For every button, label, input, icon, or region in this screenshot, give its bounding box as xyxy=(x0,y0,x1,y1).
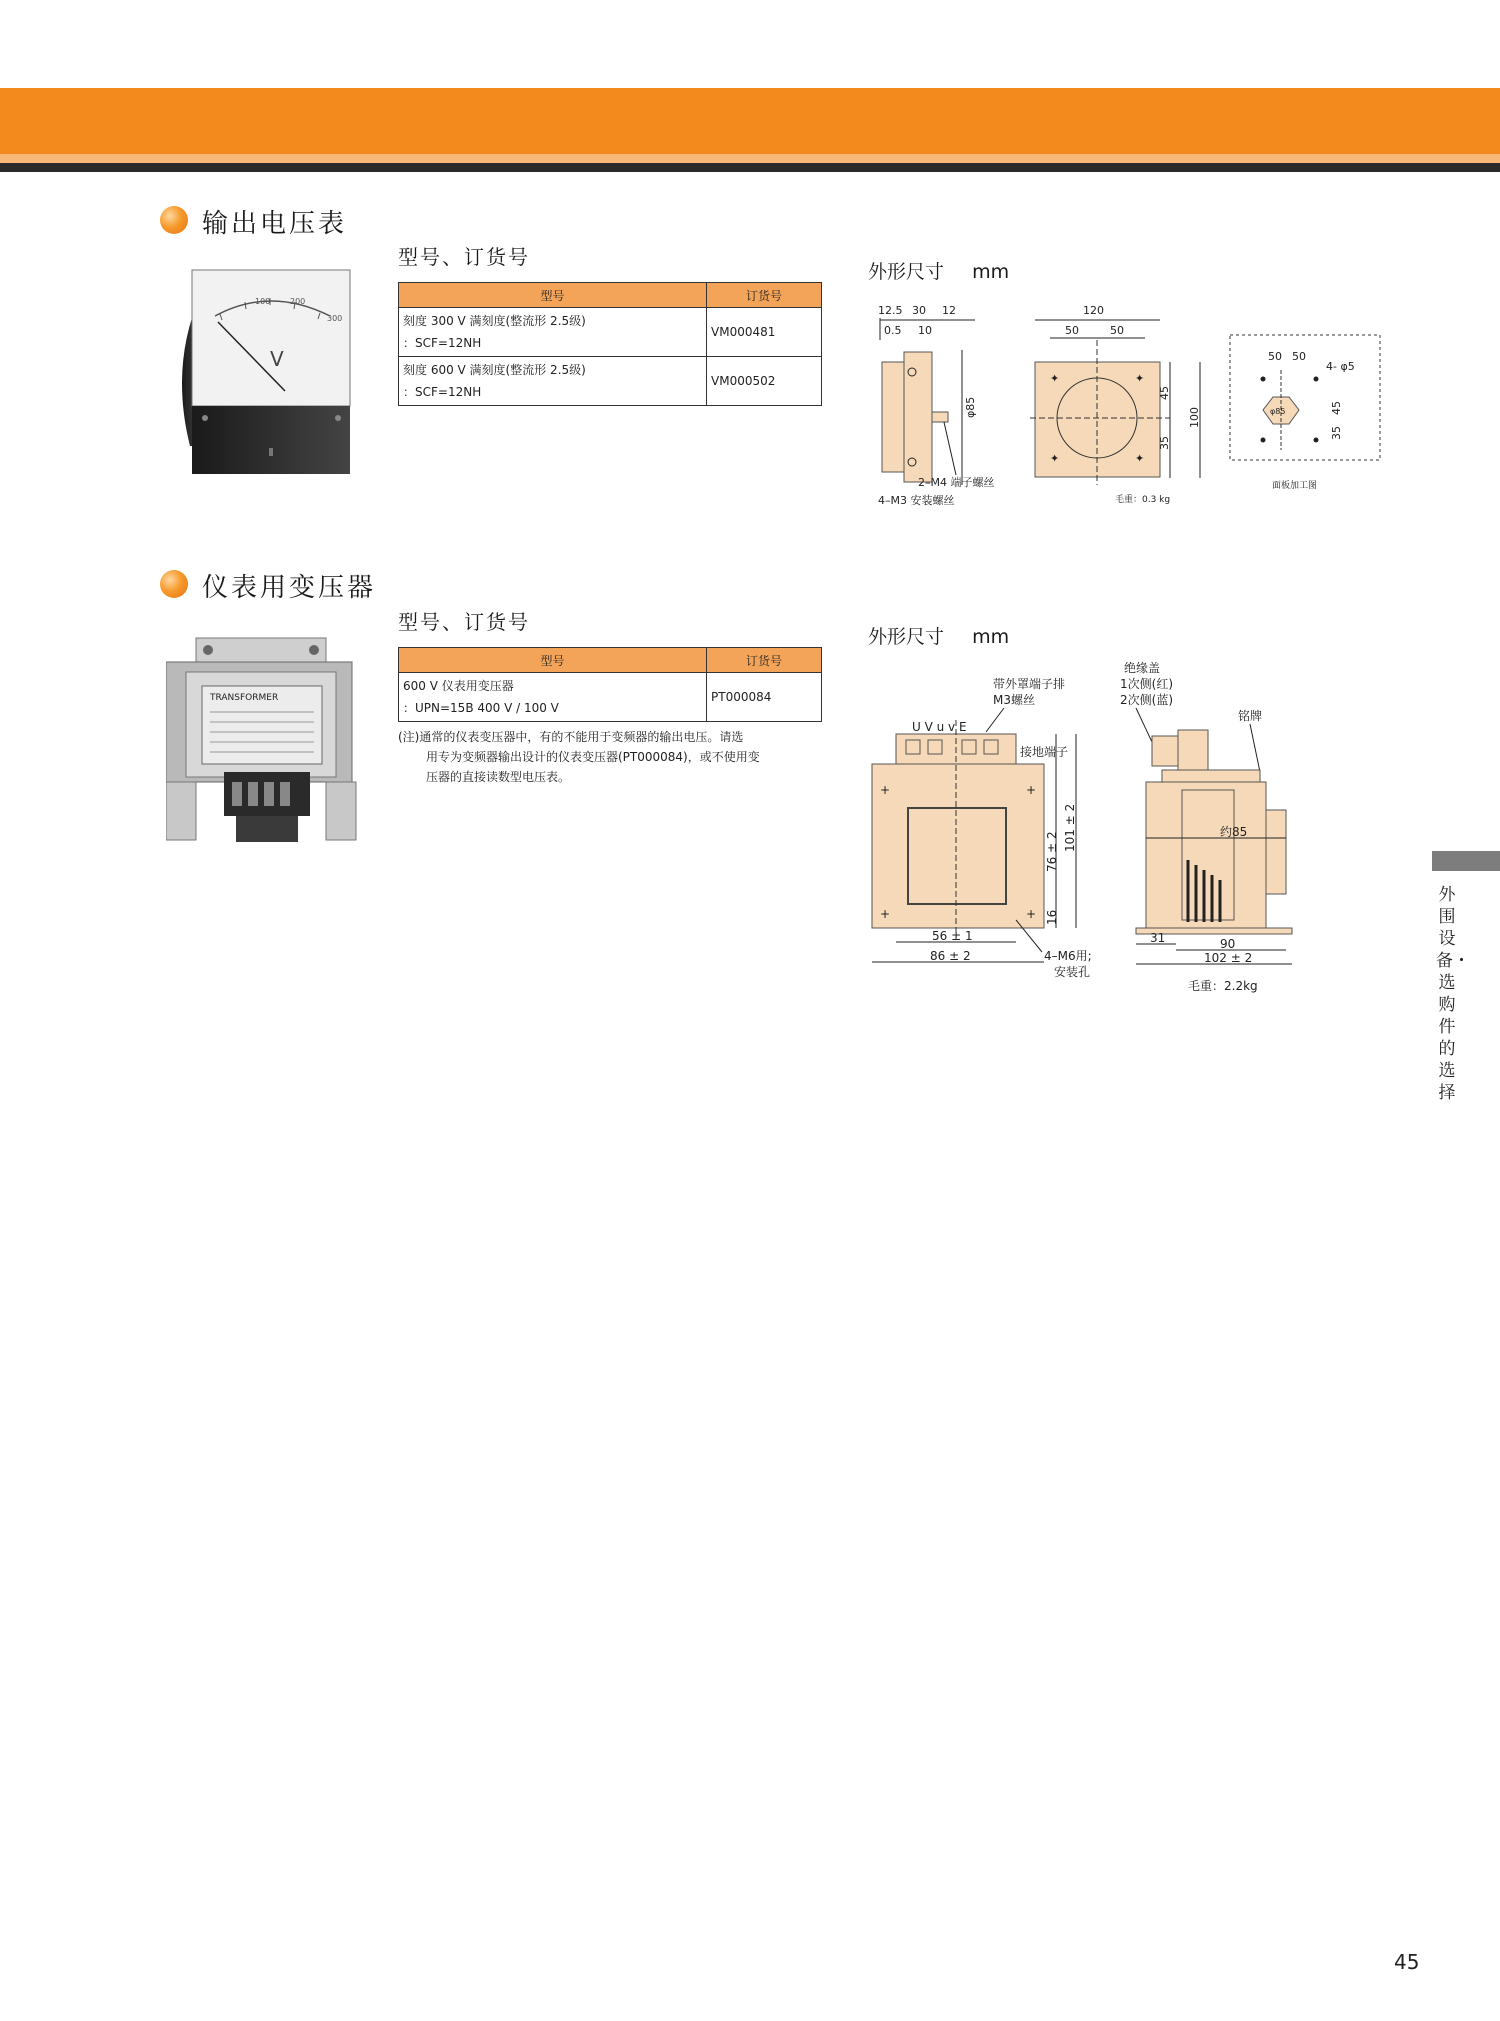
mount-screw-label: 4–M3 安装螺丝 xyxy=(878,494,955,507)
row-model-sub: ：SCF=12NH xyxy=(403,385,482,399)
m3-screw-label: M3螺丝 xyxy=(993,693,1035,707)
svg-text:✦: ✦ xyxy=(1135,372,1145,385)
header-band-accent xyxy=(0,154,1500,163)
dim-50b: 50 xyxy=(1110,324,1124,337)
panel-cutout-label: 面板加工图 xyxy=(1272,481,1318,491)
note-line: 压器的直接读数型电压表。 xyxy=(426,770,571,784)
header-band xyxy=(0,88,1500,154)
m6-hole-label-b: 安装孔 xyxy=(1054,965,1091,979)
voltmeter-dimension-drawing xyxy=(870,300,1390,510)
dim-120: 120 xyxy=(1083,304,1104,317)
dim-heading-transformer xyxy=(868,622,1009,649)
svg-text:✦: ✦ xyxy=(1050,452,1060,465)
dim-approx-85: 约85 xyxy=(1220,825,1248,839)
table-row xyxy=(399,673,822,722)
dim-56: 56 ± 1 xyxy=(932,929,973,943)
row-model: 刻度 300 V 满刻度(整流形 2.5级) xyxy=(403,314,586,328)
dim-101: 101 ± 2 xyxy=(1063,803,1077,852)
section-bullet-icon xyxy=(160,206,188,234)
m6-hole-label-a: 4–M6用; xyxy=(1044,949,1092,963)
svg-text:+: + xyxy=(1026,907,1037,921)
row-order: VM000481 xyxy=(707,308,822,357)
dial-scale-100: 100 xyxy=(255,297,271,306)
panel-phi: φ85 xyxy=(1270,407,1286,416)
row-model-sub: ：UPN=15B 400 V / 100 V xyxy=(403,701,559,715)
dim-heading-text: 外形尺寸 xyxy=(868,626,945,648)
dim-10: 10 xyxy=(918,324,932,337)
dim-12: 12 xyxy=(942,304,956,317)
panel-50b: 50 xyxy=(1292,350,1306,363)
ground-terminal-label: 接地端子 xyxy=(1020,745,1069,759)
table-row xyxy=(399,308,822,357)
page-number: 45 xyxy=(1394,1950,1420,1974)
transformer-dimension-drawing xyxy=(866,660,1336,1000)
terminal-screw-label: 2–M4 端子螺丝 xyxy=(918,476,995,489)
transformer-label-plate: TRANSFORMER xyxy=(210,693,279,703)
nameplate-label: 铭牌 xyxy=(1238,709,1263,723)
dim-12-5: 12.5 xyxy=(878,304,903,317)
dim-31: 31 xyxy=(1150,931,1166,945)
dim-50a: 50 xyxy=(1065,324,1079,337)
table-header-order: 订货号 xyxy=(707,283,822,308)
header-band-rule xyxy=(0,163,1500,172)
transformer-photo xyxy=(166,632,362,852)
dim-unit: mm xyxy=(972,261,1010,283)
note-line: (注)通常的仪表变压器中，有的不能用于变频器的输出电压。请选 xyxy=(398,730,744,744)
dim-102: 102 ± 2 xyxy=(1204,951,1253,965)
transformer-weight: 毛重：2.2kg xyxy=(1188,979,1258,993)
model-heading-voltmeter: 型号、订货号 xyxy=(398,245,530,269)
transformer-note xyxy=(398,727,828,787)
dim-30: 30 xyxy=(912,304,926,317)
voltmeter-spec-table xyxy=(398,282,822,406)
side-tab-marker xyxy=(1432,851,1500,871)
dim-16: 16 xyxy=(1045,909,1059,925)
secondary-side-label: 2次侧(蓝) xyxy=(1120,693,1173,707)
svg-text:✦: ✦ xyxy=(1050,372,1060,385)
dim-90: 90 xyxy=(1220,937,1236,951)
model-heading-transformer: 型号、订货号 xyxy=(398,610,530,634)
table-header-model: 型号 xyxy=(399,648,707,673)
svg-text:✦: ✦ xyxy=(1135,452,1145,465)
section-bullet-icon xyxy=(160,570,188,598)
side-tab-label: 外围设备・选购件的选择 xyxy=(1436,885,1470,1103)
row-model-sub: ：SCF=12NH xyxy=(403,336,482,350)
voltmeter-weight: 毛重：0.3 kg xyxy=(1115,495,1171,505)
dial-unit: V xyxy=(270,347,284,371)
dim-heading-voltmeter xyxy=(868,257,1009,284)
dim-86: 86 ± 2 xyxy=(930,949,971,963)
insulation-cover-label: 绝缘盖 xyxy=(1124,661,1161,675)
dim-0-5: 0.5 xyxy=(884,324,902,337)
row-order: VM000502 xyxy=(707,357,822,406)
cover-terminal-label: 带外罩端子排 xyxy=(993,677,1066,691)
section-title-transformer: 仪表用变压器 xyxy=(202,573,377,603)
dim-35: 35 xyxy=(1158,436,1171,450)
voltmeter-photo xyxy=(170,266,360,481)
svg-text:+: + xyxy=(880,783,891,797)
dial-scale-300: 300 xyxy=(327,314,343,323)
panel-hole-label: 4- φ5 xyxy=(1326,360,1355,373)
dim-100: 100 xyxy=(1188,407,1201,428)
terminal-letters: U V u v E xyxy=(912,720,967,734)
dim-unit: mm xyxy=(972,626,1010,648)
table-header-order: 订货号 xyxy=(707,648,822,673)
table-row xyxy=(399,357,822,406)
row-model: 刻度 600 V 满刻度(整流形 2.5级) xyxy=(403,363,586,377)
table-header-model: 型号 xyxy=(399,283,707,308)
panel-50a: 50 xyxy=(1268,350,1282,363)
dim-phi85: φ85 xyxy=(964,396,977,418)
transformer-spec-table xyxy=(398,647,822,722)
svg-text:+: + xyxy=(1026,783,1037,797)
row-order: PT000084 xyxy=(707,673,822,722)
primary-side-label: 1次侧(红) xyxy=(1120,677,1173,691)
panel-45: 45 xyxy=(1330,401,1343,415)
dial-scale-200: 200 xyxy=(290,297,306,306)
svg-text:+: + xyxy=(880,907,891,921)
dim-45: 45 xyxy=(1158,386,1171,400)
dim-heading-text: 外形尺寸 xyxy=(868,261,945,283)
note-line: 用专为变频器输出设计的仪表变压器(PT000084)，或不使用变 xyxy=(426,750,760,764)
panel-35: 35 xyxy=(1330,426,1343,440)
section-title-voltmeter: 输出电压表 xyxy=(202,209,348,239)
dim-76: 76 ± 2 xyxy=(1045,831,1059,872)
row-model: 600 V 仪表用变压器 xyxy=(403,679,514,693)
